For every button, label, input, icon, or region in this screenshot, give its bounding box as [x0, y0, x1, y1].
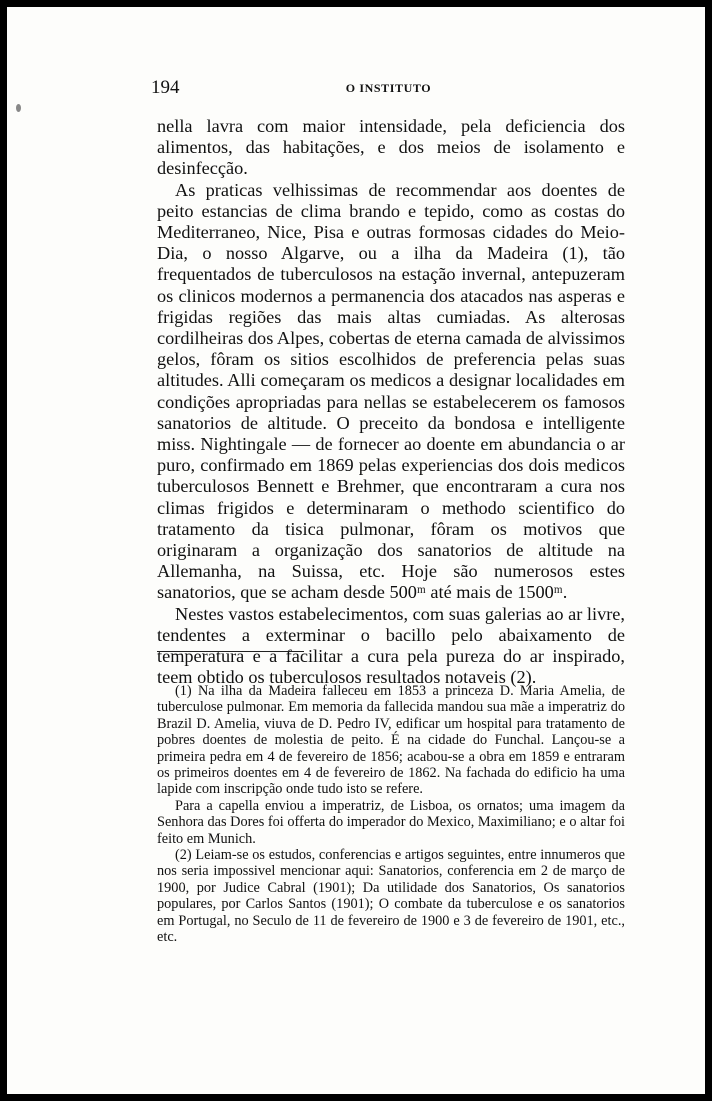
footnote: (2) Leiam-se os estudos, conferencias e artigos seguintes, entre innumeros que nos seria impossivel mencionar aqui: Sanatorios, conferencia em 2 de março de 1900, por Judice Cabral (1901); Da utilidade dos Sanatorios, Os sanatorios populares, por Carlos Santos (1901); O combate da tuberculose e os sanatorios em Portugal, no Seculo de 11 de fevereiro de 1900 e 3 de fevereiro de 1901, etc., etc. — [157, 847, 625, 946]
footnote: (1) Na ilha da Madeira falleceu em 1853 a princeza D. Maria Amelia, de tuberculose pulmonar. Em memoria da fallecida mandou sua mãe a imperatriz do Brazil D. Amelia, viuva de D. Pedro IV, edificar um hospital para tratamento de pobres doentes de molestia de peito. É na cidade do Funchal. Lançou-se a primeira pedra em 4 de fevereiro de 1856; acabou-se a obra em 1859 e entraram os primeiros doentes em 4 de fevereiro de 1862. Na fachada do edificio ha uma lapide com inscripção onde tudo isto se refere. — [157, 683, 625, 798]
page-number: 194 — [151, 77, 180, 98]
footnote-rule — [157, 651, 304, 652]
footnote: Para a capella enviou a imperatriz, de Lisboa, os ornatos; uma imagem da Senhora das Dores foi offerta do imperador do Mexico, Maximiliano; e o altar foi feito em Munich. — [157, 797, 625, 847]
footnotes — [157, 683, 625, 946]
paragraph: Nestes vastos estabelecimentos, com suas galerias ao ar livre, tendentes a exterminar o bacillo pelo abaixamento de temperatura e a facilitar a cura pela pureza do ar inspirado, teem obtido os tuberculosos resultados notaveis (2). — [157, 603, 625, 688]
main-text — [157, 116, 625, 688]
paragraph: As praticas velhissimas de recommendar aos doentes de peito estancias de clima brando e tepido, como as costas do Mediterraneo, Nice, Pisa e outras formosas cidades do Meio-Dia, o nosso Algarve, ou a ilha da Madeira (1), tão frequentados de tuberculosos na estação invernal, antepuzeram os clinicos modernos a permanencia dos atacados nas asperas e frigidas regiões das mais altas cumiadas. As alterosas cordilheiras dos Alpes, cobertas de eterna camada de alvissimos gelos, fôram os sitios escolhidos de preferencia pelas suas altitudes. Alli começaram os medicos a designar localidades em condições apropriadas para nellas se estabelecerem os famosos sanatorios de altitude. O preceito da bondosa e intelligente miss. Nightingale — de fornecer ao doente em abundancia o ar puro, confirmado em 1869 pelas experiencias dos dois medicos tuberculosos Bennett e Brehmer, que encontraram a cura nos climas frigidos e determinaram o methodo scientifico do tratamento da tisica pulmonar, fôram os motivos que originaram a organização dos sanatorios de altitude na Allemanha, na Suissa, etc. Hoje são numerosos estes sanatorios, que se acham desde 500ᵐ até mais de 1500ᵐ. — [157, 179, 625, 603]
page-header — [151, 75, 626, 101]
paragraph: nella lavra com maior intensidade, pela deficiencia dos alimentos, das habitações, e dos meios de isolamento e desinfecção. — [157, 116, 625, 179]
running-title: O INSTITUTO — [345, 81, 432, 95]
margin-speck — [16, 104, 21, 112]
